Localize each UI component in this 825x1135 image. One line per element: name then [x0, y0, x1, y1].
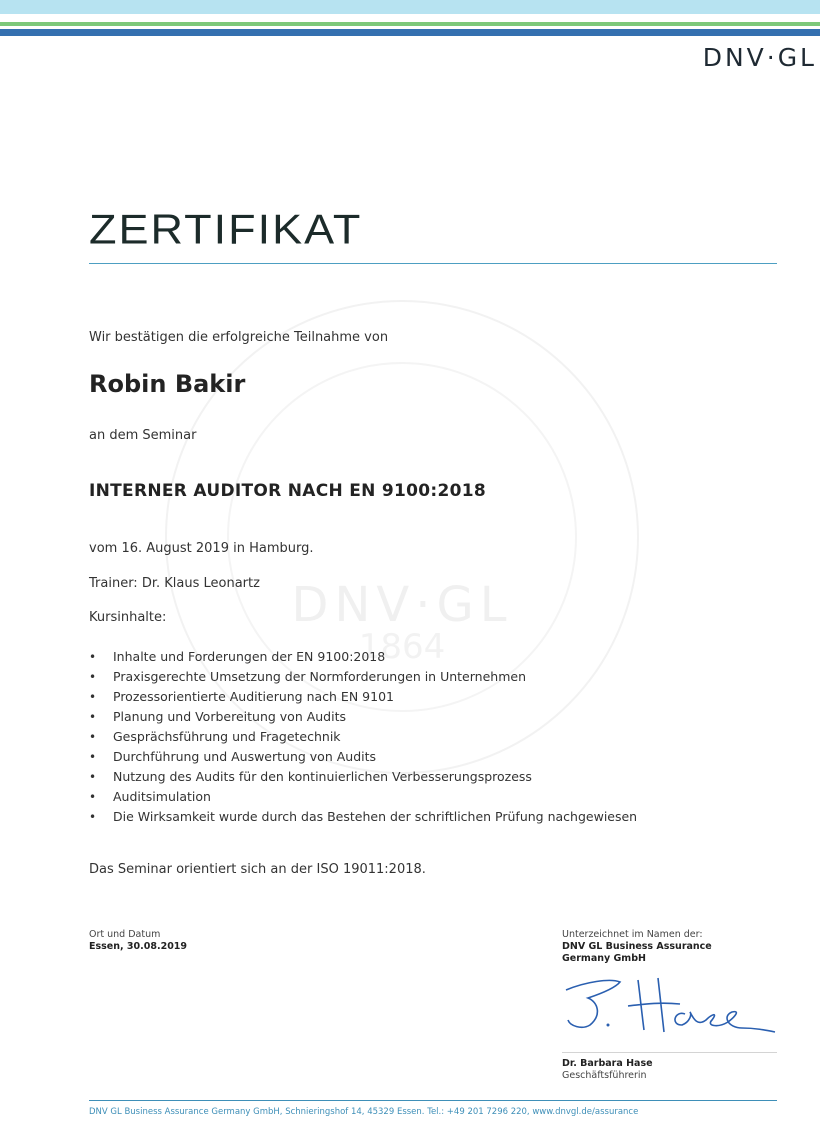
- bullet-icon: •: [89, 730, 97, 744]
- signatory-name-block: [562, 1058, 653, 1082]
- list-item-text: Durchführung und Auswertung von Audits: [113, 749, 377, 764]
- trainer: Trainer: Dr. Klaus Leonartz: [89, 576, 260, 591]
- list-item: [89, 647, 637, 667]
- signatory-role: Geschäftsführerin: [562, 1070, 647, 1081]
- list-item: [89, 787, 637, 807]
- list-item-text: Planung und Vorbereitung von Audits: [113, 709, 347, 724]
- signature-image: [560, 970, 780, 1040]
- bullet-icon: •: [89, 670, 97, 684]
- list-item-text: Inhalte und Forderungen der EN 9100:2018: [113, 649, 386, 664]
- bullet-icon: •: [89, 790, 97, 804]
- contents-heading: Kursinhalte:: [89, 610, 167, 625]
- list-item-text: Gesprächsführung und Fragetechnik: [113, 729, 341, 744]
- certificate-title: ZERTIFIKAT: [89, 206, 363, 253]
- seminar-intro: an dem Seminar: [89, 428, 197, 443]
- header-band-green: [0, 22, 820, 26]
- signatory-label: Unterzeichnet im Namen der:: [562, 929, 703, 940]
- bullet-icon: •: [89, 710, 97, 724]
- list-item: [89, 687, 637, 707]
- signature-line: [562, 1052, 777, 1053]
- list-item: [89, 747, 637, 767]
- course-contents-list: [89, 647, 637, 827]
- list-item-text: Die Wirksamkeit wurde durch das Bestehen der schriftlichen Prüfung nachgewiesen: [113, 809, 638, 824]
- bullet-icon: •: [89, 750, 97, 764]
- list-item: [89, 667, 637, 687]
- list-item-text: Prozessorientierte Auditierung nach EN 9101: [113, 689, 394, 704]
- list-item: [89, 707, 637, 727]
- list-item: [89, 807, 637, 827]
- signatory-company-line1: DNV GL Business Assurance: [562, 941, 712, 952]
- date-location: vom 16. August 2019 in Hamburg.: [89, 541, 314, 556]
- company-logo: DNV·GL: [702, 43, 817, 72]
- signatory-company-line2: Germany GmbH: [562, 953, 646, 964]
- footer-address: DNV GL Business Assurance Germany GmbH, Schnieringshof 14, 45329 Essen. Tel.: +49 201 7296 220, www.dnvgl.de/assurance: [89, 1107, 639, 1117]
- intro-text: Wir bestätigen die erfolgreiche Teilnahme von: [89, 330, 389, 345]
- signatory-name: Dr. Barbara Hase: [562, 1058, 653, 1069]
- bullet-icon: •: [89, 690, 97, 704]
- bullet-icon: •: [89, 810, 97, 824]
- watermark-text: DNV·GL: [291, 577, 513, 633]
- participant-name: Robin Bakir: [89, 370, 246, 398]
- title-divider: [89, 263, 777, 264]
- watermark-year: 1864: [358, 627, 446, 667]
- list-item-text: Praxisgerechte Umsetzung der Normforderungen in Unternehmen: [113, 669, 526, 684]
- list-item: [89, 727, 637, 747]
- header-band-light: [0, 0, 820, 14]
- bullet-icon: •: [89, 770, 97, 784]
- list-item: [89, 767, 637, 787]
- seminar-title: INTERNER AUDITOR NACH EN 9100:2018: [89, 481, 487, 501]
- footer-divider: [89, 1100, 777, 1101]
- signatory-block: [562, 929, 712, 965]
- place-date-label: Ort und Datum: [89, 929, 161, 940]
- list-item-text: Auditsimulation: [113, 789, 211, 804]
- header-band-blue: [0, 29, 820, 36]
- bullet-icon: •: [89, 650, 97, 664]
- place-date-value: Essen, 30.08.2019: [89, 941, 188, 952]
- place-date-block: [89, 929, 187, 953]
- standard-note: Das Seminar orientiert sich an der ISO 19011:2018.: [89, 862, 426, 877]
- list-item-text: Nutzung des Audits für den kontinuierlichen Verbesserungsprozess: [113, 769, 532, 784]
